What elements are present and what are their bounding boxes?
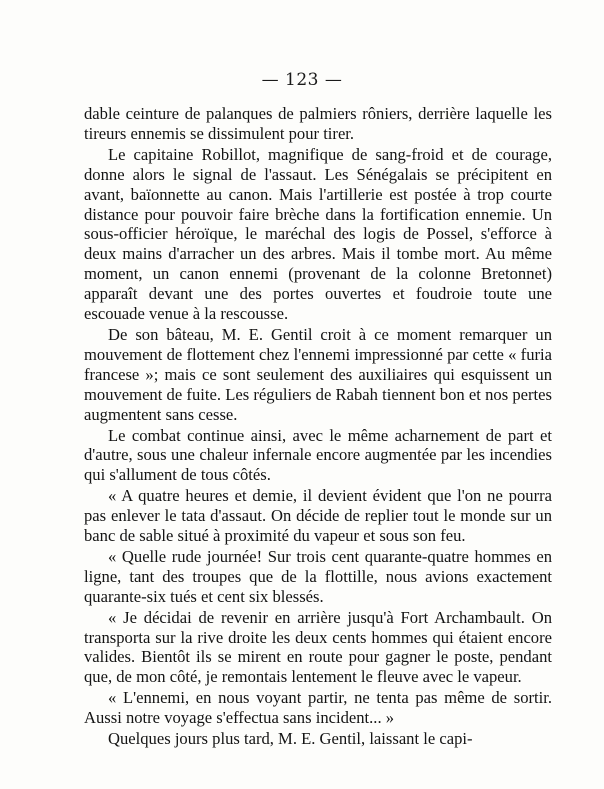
paragraph-2: Le capitaine Robillot, magnifique de sang-froid et de courage, donne alors le signal de l'assaut. Les Sénégalais se précipitent en avant, baïonnette au canon. Mais l'artillerie est postée à trop courte distance pour pouvoir faire brèche dans la fortification ennemie. Un sous-officier héroïque, le maréchal des logis de Possel, s'efforce à deux mains d'arracher un des arbres. Mais il tombe mort. Au même moment, un canon ennemi (provenant de la colonne Bretonnet) apparaît devant une des portes ouvertes et foudroie toute une escouade venue à la rescousse.	[84, 144, 552, 324]
paragraph-8: « L'ennemi, en nous voyant partir, ne tenta pas même de sortir. Aussi notre voyage s'effectua sans incident... »	[84, 688, 552, 728]
paragraph-7: « Je décidai de revenir en arrière jusqu'à Fort Archambault. On transporta sur la rive droite les deux cents hommes qui étaient encore valides. Bientôt ils se mirent en route pour gagner le poste, pendant que, de mon côté, je remontais lentement le fleuve avec le vapeur.	[84, 607, 552, 687]
paragraph-5: « A quatre heures et demie, il devient évident que l'on ne pourra pas enlever le tata d'assaut. On décide de replier tout le monde sur un banc de sable situé à proximité du vapeur et sous son feu.	[84, 486, 552, 546]
page-number: — 123 —	[261, 70, 343, 90]
paragraph-6: « Quelle rude journée! Sur trois cent quarante-quatre hommes en ligne, tant des troupes que de la flottille, nous avions exactement quarante-six tués et cent six blessés.	[84, 546, 552, 606]
paragraph-3: De son bâteau, M. E. Gentil croit à ce moment remarquer un mouvement de flottement chez l'ennemi impressionné par cette « furia francese »; mais ce sont seulement des auxiliaires qui esquissent un mouvement de fuite. Les réguliers de Rabah tiennent bon et nos pertes augmentent sans cesse.	[84, 324, 552, 424]
paragraph-4: Le combat continue ainsi, avec le même acharnement de part et d'autre, sous une chaleur infernale encore augmentée par les incendies qui s'allument de tous côtés.	[84, 425, 552, 485]
body-text	[84, 104, 552, 749]
paragraph-1: dable ceinture de palanques de palmiers rôniers, derrière laquelle les tireurs ennemis se dissimulent pour tirer.	[84, 104, 552, 143]
paragraph-9: Quelques jours plus tard, M. E. Gentil, laissant le capi-	[108, 729, 473, 749]
